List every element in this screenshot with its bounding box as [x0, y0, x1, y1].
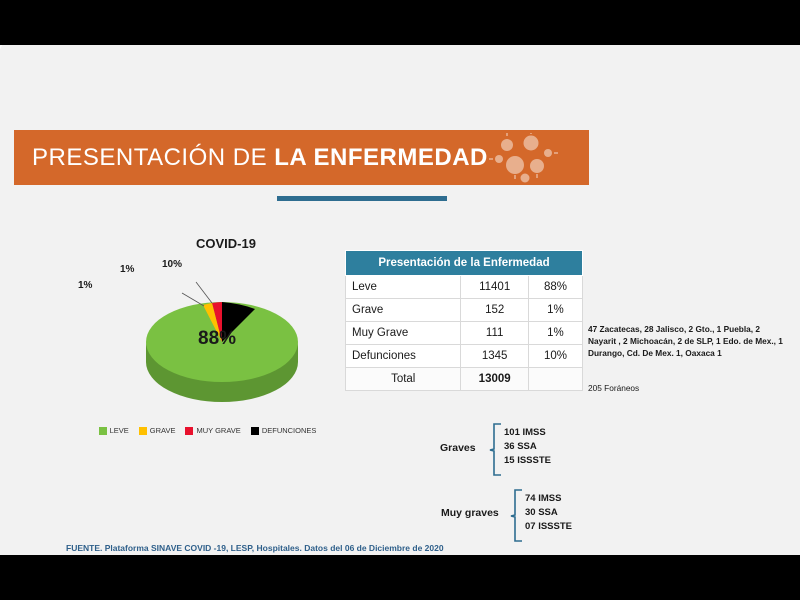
brace-muy-graves-icon [510, 489, 524, 543]
pie-label-defunciones: 10% [162, 259, 183, 270]
chart-title: COVID-19 [196, 236, 256, 251]
row-pct-leve: 88% [528, 276, 582, 299]
row-label-grave: Grave [346, 299, 461, 322]
virus-icon [485, 133, 570, 185]
muy-graves-line-1: 74 IMSS [525, 493, 562, 504]
legend-label-muy-grave: MUY GRAVE [196, 426, 241, 435]
title-underline [277, 196, 447, 201]
legend-item-defunciones [251, 426, 317, 435]
bottom-letterbox-bar [0, 555, 800, 600]
table-row [346, 345, 583, 368]
legend-label-defunciones: DEFUNCIONES [261, 426, 317, 435]
row-count-grave: 152 [461, 299, 528, 322]
row-count-muy-grave: 111 [461, 322, 528, 345]
row-pct-muy-grave: 1% [528, 322, 582, 345]
chart-legend [75, 426, 340, 435]
row-pct-defunciones: 10% [528, 345, 582, 368]
legend-label-grave: GRAVE [149, 426, 176, 435]
graves-line-2: 36 SSA [504, 440, 537, 452]
muy-graves-line-3: 07 ISSSTE [525, 520, 572, 532]
group-label-graves: Graves [440, 442, 476, 454]
muy-graves-line-2: 30 SSA [525, 506, 558, 518]
table-header-title: Presentación de la Enfermedad [346, 251, 583, 276]
table-row [346, 299, 583, 322]
legend-swatch-defunciones [251, 427, 259, 435]
row-label-defunciones: Defunciones [346, 345, 461, 368]
top-letterbox-bar [0, 0, 800, 45]
total-pct [528, 368, 582, 391]
legend-label-leve: LEVE [109, 426, 129, 435]
pie-label-grave: 1% [78, 280, 93, 291]
group-lines-graves [504, 426, 551, 467]
table-total-row [346, 368, 583, 391]
pie-label-muygrave: 1% [120, 264, 135, 275]
legend-item-grave [139, 426, 176, 435]
row-label-muy-grave: Muy Grave [346, 322, 461, 345]
presentation-table [345, 250, 583, 391]
page-title [32, 144, 488, 172]
group-lines-muy-graves [525, 492, 572, 533]
foraneos-total-note: 205 Foráneos [588, 383, 640, 393]
total-label: Total [346, 368, 461, 391]
page-title-regular: PRESENTACIÓN DE [32, 144, 275, 171]
brace-graves-icon [489, 423, 503, 477]
group-label-muy-graves: Muy graves [441, 507, 499, 519]
row-label-leve: Leve [346, 276, 461, 299]
graves-line-1: 101 IMSS [504, 427, 546, 438]
row-pct-grave: 1% [528, 299, 582, 322]
foraneos-detail-note: 47 Zacatecas, 28 Jalisco, 2 Gto., 1 Puebla, 2 Nayarit , 2 Michoacán, 2 de SLP, 1 Edo. de Mex., 1 Durango, Cd. De Mex. 1, Oaxaca 1 [588, 324, 783, 359]
legend-item-leve [99, 426, 129, 435]
pie-chart [78, 250, 345, 415]
legend-item-muy-grave [185, 426, 240, 435]
row-count-defunciones: 1345 [461, 345, 528, 368]
table-header-row [346, 251, 583, 276]
legend-swatch-muy-grave [185, 427, 193, 435]
source-footnote: FUENTE. Plataforma SINAVE COVID -19, LESP, Hospitales. Datos del 06 de Diciembre de 2020 [66, 543, 444, 553]
slide-canvas [0, 45, 800, 555]
pie-label-leve: 88% [198, 328, 237, 349]
table-row [346, 276, 583, 299]
total-count: 13009 [461, 368, 528, 391]
row-count-leve: 11401 [461, 276, 528, 299]
page-title-bold: LA ENFERMEDAD [274, 144, 488, 171]
legend-swatch-grave [139, 427, 147, 435]
graves-line-3: 15 ISSSTE [504, 454, 551, 466]
legend-swatch-leve [99, 427, 107, 435]
table-row [346, 322, 583, 345]
